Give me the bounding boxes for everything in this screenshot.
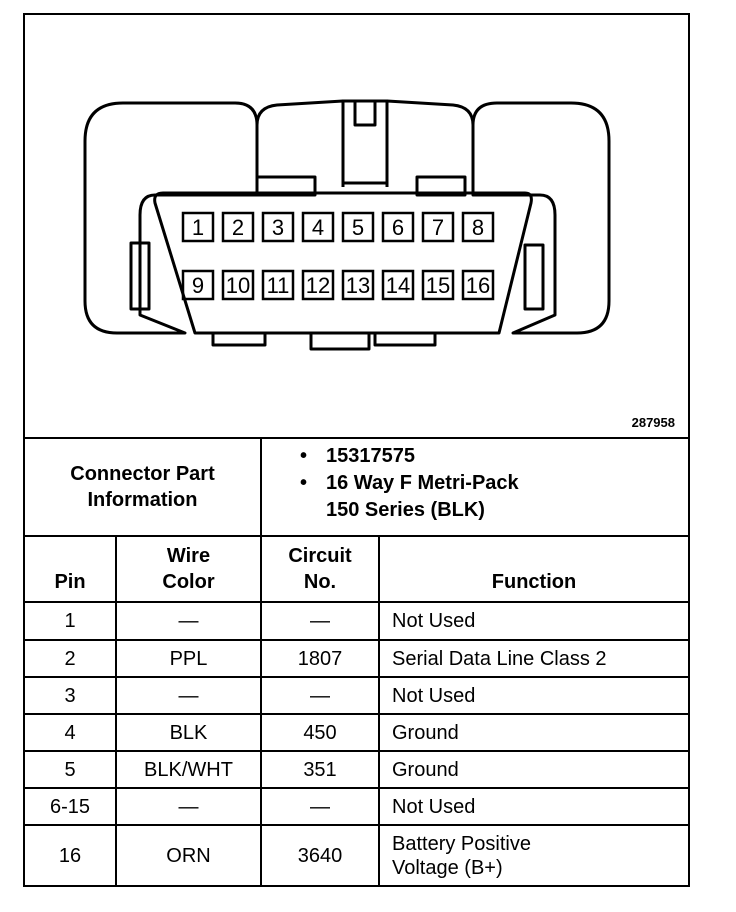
pin-number-6: 6	[391, 215, 405, 240]
part-number: 15317575	[326, 445, 415, 467]
cell-circuit: 1807	[297, 647, 343, 670]
header-circuit-no: Circuit No.	[288, 545, 352, 593]
connector-type-item: • 16 Way F Metri-Pack 150 Series (BLK)	[300, 470, 519, 524]
cell-circuit: 3640	[297, 844, 343, 867]
part-number-item: • 15317575	[300, 443, 519, 470]
divider-connector-info	[25, 535, 688, 537]
cell-circuit: 351	[303, 758, 337, 781]
cell-function	[380, 678, 688, 713]
cell-function	[380, 641, 688, 676]
cell-pin: 2	[64, 647, 76, 670]
connector-type-line: 16 Way F Metri-Pack	[326, 472, 519, 494]
function-line: Not Used	[392, 795, 476, 818]
cell-wire-color: BLK	[169, 721, 208, 744]
header-wire-color: Wire Color	[162, 545, 215, 593]
cell-pin: 16	[58, 844, 82, 867]
bottom-tab-center	[311, 333, 369, 349]
center-latch-slot	[355, 101, 375, 125]
center-latch	[343, 101, 387, 183]
cell-pin: 4	[64, 721, 76, 744]
pin-number-7: 7	[431, 215, 445, 240]
pin-number-4: 4	[311, 215, 325, 240]
cell-wire-color: —	[178, 684, 199, 707]
function-line: Not Used	[392, 610, 476, 632]
cell-function	[380, 603, 688, 639]
cell-circuit: —	[310, 795, 330, 818]
pin-number-9: 9	[191, 273, 205, 298]
right-key-rect	[525, 245, 543, 309]
cell-circuit: —	[310, 684, 330, 707]
pin-number-5: 5	[351, 215, 365, 240]
connector-document	[23, 13, 690, 887]
function-line: Not Used	[392, 684, 476, 707]
cell-wire-color: —	[178, 610, 199, 632]
cell-function	[380, 715, 688, 750]
function-line: Ground	[392, 758, 459, 781]
cell-wire-color: —	[178, 795, 199, 818]
pin-number-8: 8	[471, 215, 485, 240]
pin-cavities	[183, 213, 493, 299]
pin-number-16: 16	[465, 273, 491, 298]
connector-part-info-values	[300, 443, 519, 524]
connector-diagram	[25, 15, 688, 435]
cell-function	[380, 752, 688, 787]
pin-number-15: 15	[425, 273, 451, 298]
pin-number-13: 13	[345, 273, 371, 298]
header-function: Function	[491, 571, 577, 593]
cell-pin: 6-15	[49, 795, 91, 818]
cell-wire-color: PPL	[169, 647, 208, 670]
figure-id: 287958	[631, 415, 675, 430]
pin-number-14: 14	[385, 273, 411, 298]
function-line: Voltage (B+)	[392, 856, 503, 879]
cell-circuit: 450	[303, 721, 337, 744]
function-line: Ground	[392, 721, 459, 744]
function-line: Serial Data Line Class 2	[392, 647, 607, 670]
cell-function	[380, 789, 688, 824]
pin-number-11: 11	[266, 273, 290, 298]
header-pin: Pin	[54, 571, 86, 593]
pin-number-2: 2	[231, 215, 245, 240]
bottom-tab-left	[213, 333, 265, 345]
cell-wire-color: ORN	[166, 844, 211, 867]
pin-number-12: 12	[305, 273, 331, 298]
bottom-tab-right	[375, 333, 435, 345]
pin-number-3: 3	[271, 215, 285, 240]
cell-wire-color: BLK/WHT	[144, 758, 233, 781]
divider-info-vertical	[260, 437, 262, 537]
pin-number-1: 1	[191, 215, 205, 240]
connector-part-info-label: Connector Part Information	[70, 463, 215, 511]
housing-top-hood	[257, 101, 473, 195]
function-line: Battery Positive	[392, 832, 531, 855]
cell-pin: 1	[64, 610, 76, 632]
connector-series-line: 150 Series (BLK)	[326, 499, 485, 521]
pin-number-10: 10	[225, 273, 251, 298]
cell-pin: 3	[64, 684, 76, 707]
cell-pin: 5	[64, 758, 76, 781]
cell-function	[380, 826, 688, 885]
cell-circuit: —	[310, 610, 330, 632]
